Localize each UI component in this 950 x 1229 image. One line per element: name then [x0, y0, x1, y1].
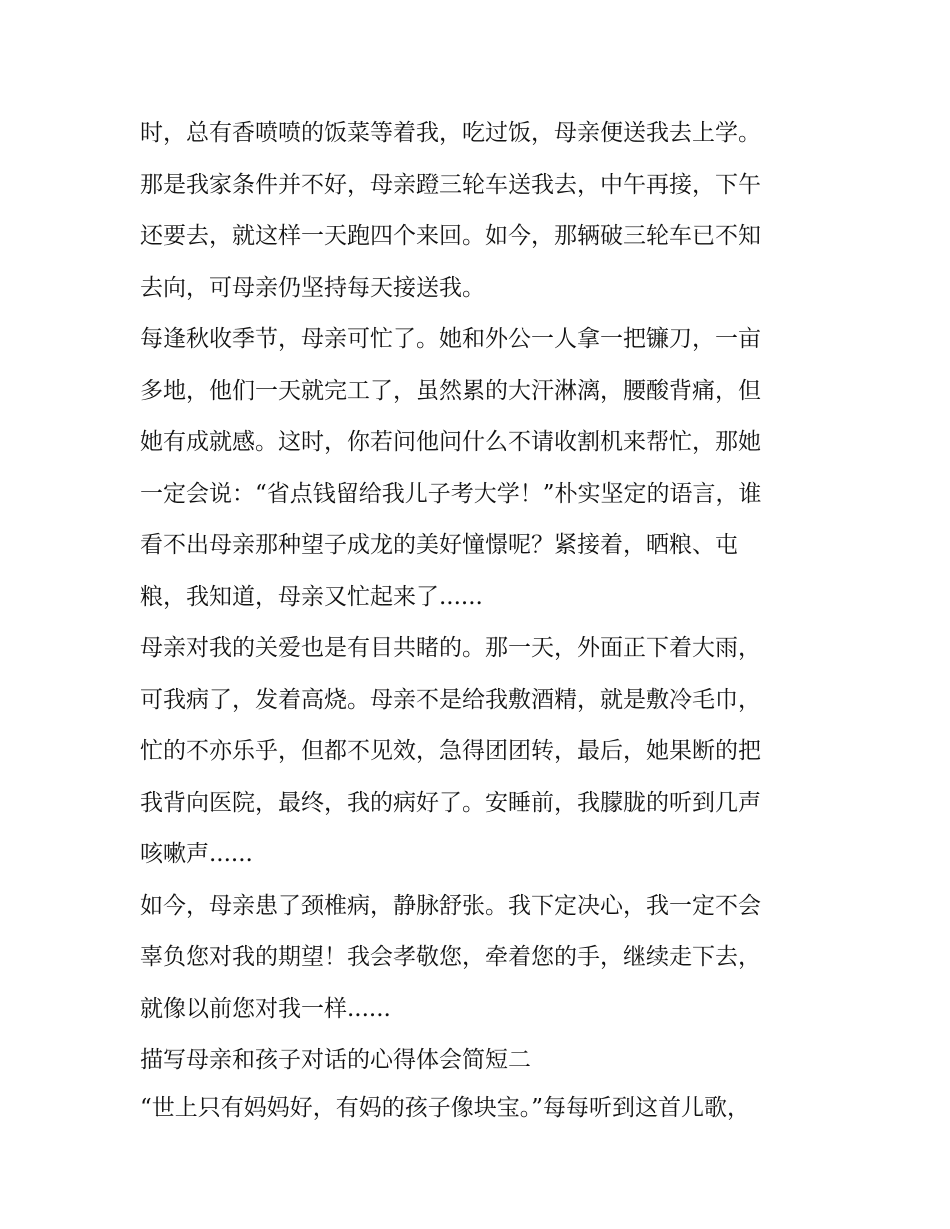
- text-line: 看不出母亲那种望子成龙的美好憧憬呢？紧接着，晒粮、屯: [140, 532, 738, 558]
- text-line: 那是我家条件并不好，母亲蹬三轮车送我去，中午再接，下午: [140, 171, 761, 198]
- text-line: 时，总有香喷喷的饭菜等着我，吃过饭，母亲便送我去上学。: [140, 120, 761, 146]
- text-line: 多地，他们一天就完工了，虽然累的大汗淋漓，腰酸背痛，但: [140, 377, 761, 404]
- text-line: 一定会说：“省点钱留给我儿子考大学！”朴实坚定的语言，谁: [140, 480, 762, 507]
- text-line: 辜负您对我的期望！我会孝敬您，牵着您的手，继续走下去，: [140, 944, 761, 970]
- text-line: 她有成就感。这时，你若问他问什么不请收割机来帮忙，那她: [140, 429, 761, 455]
- text-line: 每逢秋收季节，母亲可忙了。她和外公一人拿一把镰刀，一亩: [140, 326, 761, 352]
- text-line: 母亲对我的关爱也是有目共睹的。那一天，外面正下着大雨，: [140, 635, 761, 661]
- text-line: 咳嗽声......: [140, 841, 253, 867]
- text-line: 去向，可母亲仍坚持每天接送我。: [140, 274, 485, 301]
- section-heading: 描写母亲和孩子对话的心得体会简短二: [140, 1047, 531, 1073]
- text-line: “世上只有妈妈好，有妈的孩子像块宝。”每每听到这首儿歌，: [140, 1095, 751, 1121]
- text-line: 如今，母亲患了颈椎病，静脉舒张。我下定决心，我一定不会: [140, 892, 761, 919]
- text-line: 就像以前您对我一样......: [140, 995, 391, 1022]
- text-line: 可我病了，发着高烧。母亲不是给我敷酒精，就是敷冷毛巾，: [140, 686, 761, 713]
- text-line: 我背向医院，最终，我的病好了。安睡前，我朦胧的听到几声: [140, 789, 761, 816]
- body-text: [140, 108, 820, 1135]
- text-line: 还要去，就这样一天跑四个来回。如今，那辆破三轮车已不知: [140, 223, 761, 249]
- text-line: 忙的不亦乐乎，但都不见效，急得团团转，最后，她果断的把: [140, 738, 761, 764]
- text-line: 粮，我知道，母亲又忙起来了......: [140, 583, 483, 610]
